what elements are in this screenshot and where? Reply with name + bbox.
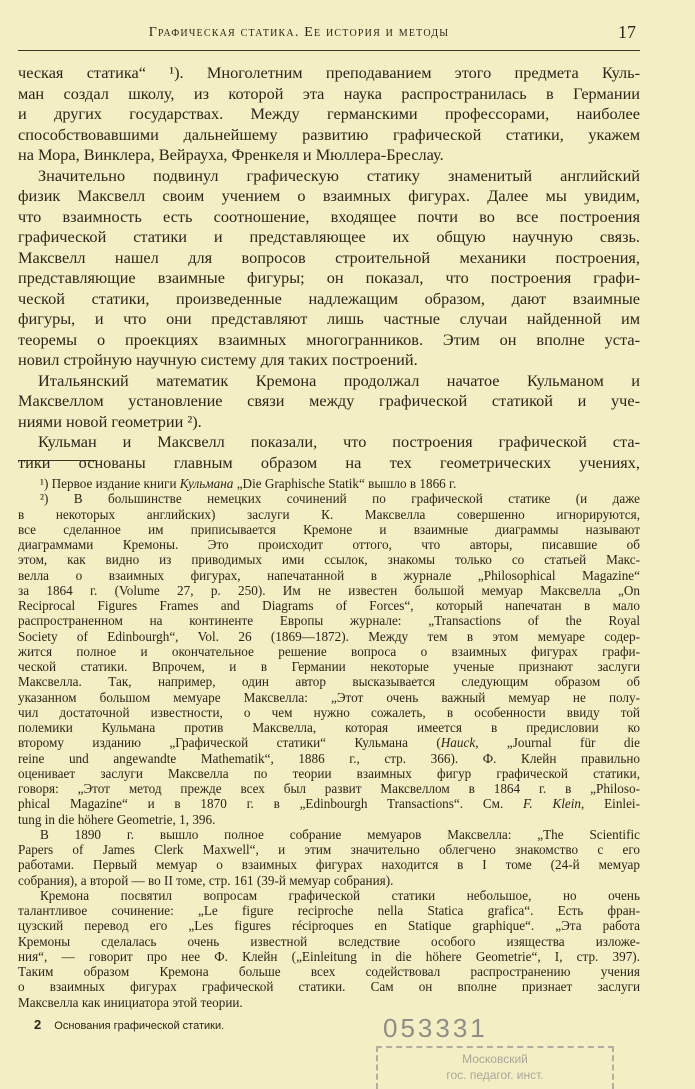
- italic-text: Hauck: [440, 735, 476, 751]
- footnote-line: оценивает заслуги Максвелла по теории взаимных фигур графической статики,: [18, 765, 640, 781]
- footnote-line: о взаимных фигурах графической статики. Сам он вполне признает заслуги: [18, 979, 640, 995]
- footnote-line: В 1890 г. вышло полное собрание мемуаров Максвелла: „The Scientific: [40, 826, 640, 842]
- library-stamp-number: 053331: [383, 1013, 488, 1043]
- footnote-line: ния“, — говорит про нее Ф. Клейн („Einleitung in die höhere Geometrie“, I, стр. 397).: [18, 948, 640, 964]
- signature-mark: [34, 1017, 224, 1032]
- text-line: физик Максвелл своим учением о взаимных фигурах. Далее мы увидим,: [18, 186, 640, 205]
- footnote-line: [18, 796, 640, 811]
- footnote-line: reine und angewandte Mathematik“, 1886 г., стр. 366). Ф. Клейн правильно: [18, 750, 640, 766]
- footnote-line: указанном большом мемуаре Максвелла: „Этот очень важный мемуар не полу-: [18, 689, 640, 705]
- footnotes: [18, 476, 640, 1010]
- footnote-line: чил достаточной известности, о чем нужно сожалеть, в особенности ввиду той: [18, 704, 640, 720]
- footnote-line: все сделанное им приписывается Кремоне и взаимные диаграммы называют: [18, 521, 640, 537]
- running-title: Графическая статика. Ее история и методы: [148, 25, 450, 40]
- footnote-line: Таким образом Кремона больше всех содействовал распространению учения: [18, 964, 640, 979]
- page-number: 17: [618, 22, 636, 42]
- text-line: на Мора, Винклера, Вейрауха, Френкеля и Мюллера-Бреслау.: [18, 145, 444, 164]
- signature-title: Основания графической статики.: [54, 1020, 225, 1032]
- running-header: [18, 22, 640, 51]
- text-line: графической статики и представляющее их общую научную связь.: [18, 227, 640, 246]
- text-line: новил стройную научную систему для таких построений.: [18, 350, 418, 369]
- text-segment: ¹) Первое издание книги: [40, 476, 180, 491]
- footnote-line: за 1864 г. (Volume 27, p. 250). Им не известен большой мемуар Максвелла „On: [18, 582, 640, 598]
- footnote-line: собрания), а второй — во II томе, стр. 161 (39-й мемуар собрания).: [18, 872, 394, 888]
- text-segment: второму изданию „Графической статики“ Кульмана (: [18, 735, 441, 751]
- text-segment: „Die Graphische Statik“ вышло в 1866 г.: [233, 476, 457, 491]
- text-segment: , „Journal für die: [475, 735, 640, 751]
- footnote-line: Кремоны сделалась очень известной вследствие особого изящества изложе-: [18, 933, 640, 949]
- footnote-line: Reciprocal Figures Frames and Diagrams of Forces“, который напечатан в мало: [18, 598, 640, 613]
- footnote-line: Кремона посвятил вопросам графической статики небольшое, но очень: [40, 887, 640, 903]
- footnote-line: Society of Edinbourgh“, Vol. 26 (1869—1872). Между тем в этом мемуаре содер-: [18, 628, 640, 644]
- text-line: способствовавшими дальнейшему развитию графической статики, укажем: [18, 124, 640, 144]
- footnote-line: говоря: „Этот метод прежде всех был развит Максвеллом в 1864 г. в „Philoso-: [18, 781, 640, 796]
- footnote-line: этом, как видно из приводимых ими ссылок, знакомы только со статьей Макс-: [18, 552, 640, 568]
- text-line: Итальянский математик Кремона продолжал начатое Кульманом и: [38, 370, 640, 390]
- text-line: что взаимность есть соотношение, входящее почти во все построения: [18, 206, 640, 226]
- text-line: представляющие взаимные фигуры; он показал, что построения графи-: [18, 268, 640, 287]
- text-line: ческой статики, произведенные надлежащим образом, дают взаимные: [18, 288, 640, 308]
- footnote-line: [18, 735, 640, 750]
- footnote-separator: [18, 460, 96, 461]
- footnote-line: Максвелла. Так, например, один автор высказывается следующим образом об: [18, 674, 640, 690]
- footnote-line: ческой статики. Впрочем, и в Германии некоторые ученые признают заслуги: [18, 659, 640, 674]
- footnote-line: Максвелла как инициатора этой теории.: [18, 994, 243, 1010]
- footnote-line: талантливое сочинение: „Le figure reciproche nella Statica grafica“. Есть фран-: [18, 903, 640, 918]
- text-line: и других государствах. Между германскими профессорами, наиболее: [18, 104, 640, 123]
- footnote-line: [18, 476, 640, 491]
- footnote-line: работами. Первый мемуар о взаимных фигурах находится в I томе (24-й мемуар: [18, 857, 640, 873]
- footnote-line: жится полное и окончательное решение вопроса о взаимных фигурах графи-: [18, 643, 640, 659]
- main-text: [18, 63, 640, 473]
- italic-text: F. Klein: [523, 796, 582, 812]
- footnote-line: ²) В большинстве немецких сочинений по графической статике (и даже: [40, 491, 640, 507]
- footnote-line: tung in die höhere Geometrie, 1, 396.: [18, 811, 216, 827]
- text-line: ческая статика“ ¹). Многолетним преподаванием этого предмета Куль-: [18, 63, 640, 82]
- text-segment: phical Magazine“ и в 1870 г. в „Edinbourgh Transactions“. См.: [18, 796, 524, 812]
- footnote-line: диаграммами Кремоны. Это происходит оттого, что авторы, писавшие об: [18, 537, 640, 552]
- footnote-line: велла о взаимных фигурах, напечатанной в журнале „Philosophical Magazine“: [18, 567, 640, 583]
- signature-number: 2: [34, 1017, 42, 1032]
- footnote-line: полемики Кульмана против Максвелла, которая имеется в предисловии ко: [18, 720, 640, 735]
- text-line: теоремы о проекциях взаимных многогранников. Этим он вполне уста-: [18, 329, 640, 349]
- italic-text: Кульмана: [179, 476, 234, 491]
- text-line: Кульман и Максвелл показали, что построения графической ста-: [38, 432, 640, 451]
- footnote-line: цузский перевод его „Les figures réciproques en Statique graphique“. „Эта работа: [18, 918, 640, 934]
- text-line: ман создал школу, из которой эта наука распространилась в Германии: [18, 83, 640, 103]
- footnote-line: в некоторых английских) заслуги К. Максвелла совершенно игнорируются,: [18, 506, 640, 522]
- footnote-line: распространенном на континенте Европы журнале: „Transactions of the Royal: [18, 613, 640, 629]
- library-stamp: [376, 1046, 614, 1089]
- text-line: фигуры, и что они представляют лишь частные случаи найденной им: [18, 309, 640, 328]
- text-line: Максвеллом установление связи между графической статикой и уче-: [18, 391, 640, 410]
- stamp-line: Московский: [462, 1052, 528, 1066]
- text-line: ниями новой геометрии ²).: [18, 411, 202, 431]
- text-segment: , Einlei-: [581, 796, 640, 812]
- text-line: тики основаны главным образом на тех геометрических учениях,: [18, 452, 640, 472]
- footnote-line: Papers of James Clerk Maxwell“, и этим значительно облегчено знакомство с его: [18, 842, 640, 857]
- text-line: Значительно подвинул графическую статику знаменитый английский: [38, 165, 640, 185]
- text-line: Максвелл нашел для вопросов строительной механики построения,: [18, 247, 640, 267]
- stamp-line: гос. педагог. инст.: [446, 1068, 544, 1082]
